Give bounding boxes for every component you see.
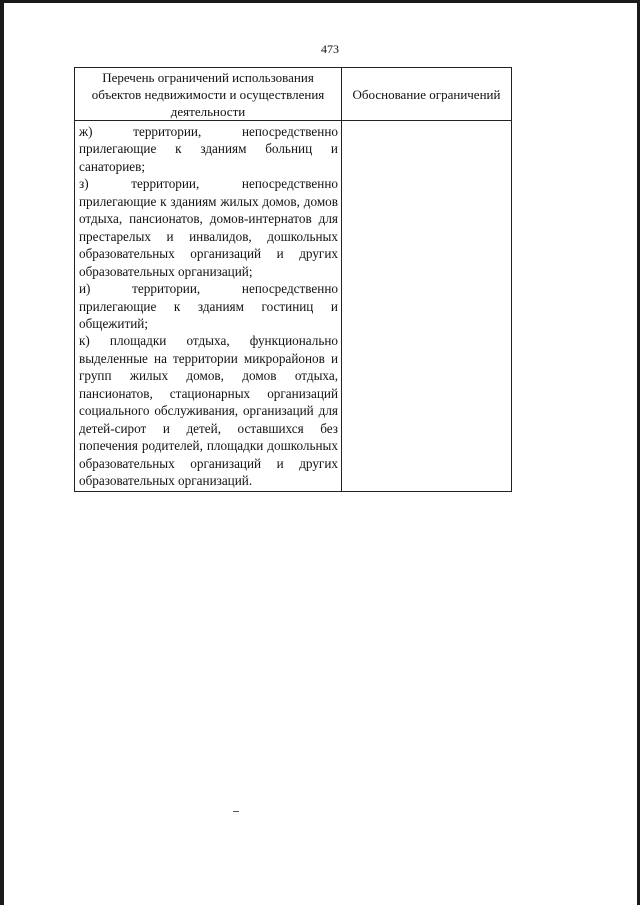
- scan-border-top: [0, 0, 640, 3]
- scan-speck: [233, 811, 239, 812]
- restrictions-table-main: [74, 67, 512, 492]
- list-item: к) площадки отдыха, функционально выделенные на территории микрорайонов и групп жилых домов, домов отдыха, пансионатов, стационарных организаций социального обслуживания, организаций для детей-сирот и детей, оставшихся без попечения родителей, площадки дошкольных образовательных организаций и других образовательных организаций.: [79, 333, 338, 489]
- header-justification: Обоснование ограничений: [342, 68, 512, 121]
- table-row: [75, 121, 512, 492]
- list-item: ж) территории, непосредственно прилегающие к зданиям больниц и санаториев;: [79, 124, 338, 174]
- list-item: и) территории, непосредственно прилегающие к зданиям гостиниц и общежитий;: [79, 281, 338, 331]
- justification-cell: [342, 121, 512, 492]
- restrictions-cell: [75, 121, 342, 492]
- header-restrictions-list: Перечень ограничений использования объектов недвижимости и осуществления деятельности: [75, 68, 342, 121]
- scan-border-left: [0, 0, 4, 905]
- page-number: 473: [321, 42, 339, 56]
- table-header-row: [75, 68, 512, 121]
- list-item: з) территории, непосредственно прилегающие к зданиям жилых домов, домов отдыха, пансионатов, домов-интернатов для престарелых и инвалидов, дошкольных образовательных организаций и других образовательных организаций;: [79, 176, 338, 279]
